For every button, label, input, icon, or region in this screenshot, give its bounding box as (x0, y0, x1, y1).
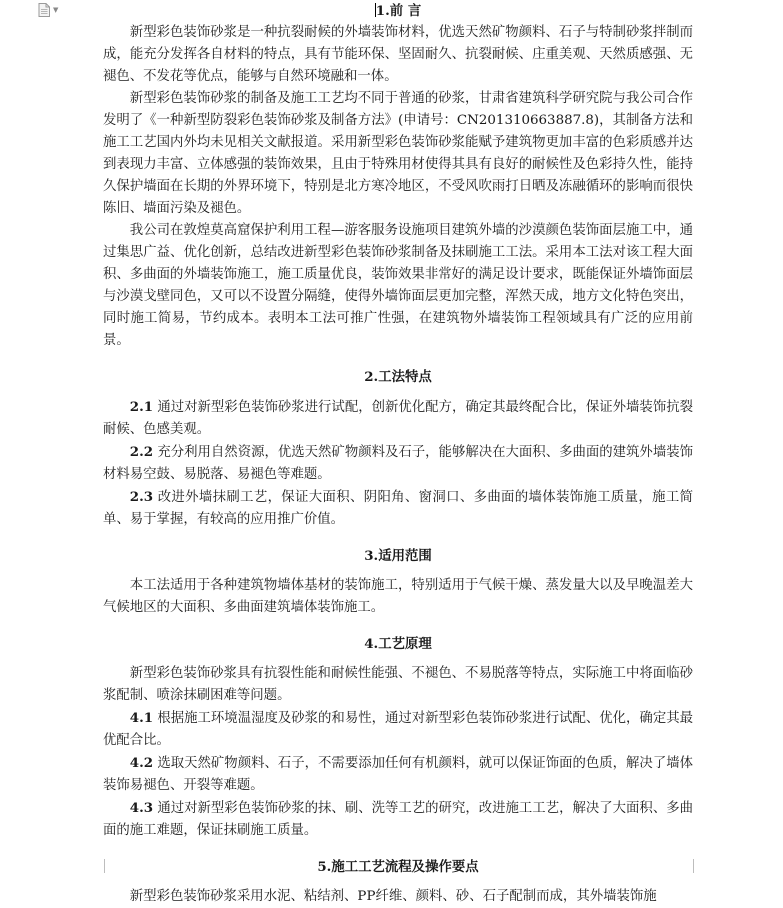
section-heading-features: 2.工法特点 (364, 369, 432, 385)
paragraph: 新型彩色装饰砂浆采用水泥、粘结剂、PP纤维、颜料、砂、石子配制而成，其外墙装饰施 (129, 889, 657, 904)
paragraph: 我公司在敦煌莫高窟保护利用工程—游客服务设施项目建筑外墙的沙漠颜色装饰面层施工中，通过集思广益、优化创新，总结改进新型彩色装饰砂浆制备及抹刷施工工法。采用本工法对该工程大面积、多曲面的外墙装饰施工，施工质量优良，装饰效果非常好的满足设计要求，既能保证外墙饰面层与沙漠戈壁同色，又可以不设置分隔缝，使得外墙饰面层更加完整，浑然天成，地方文化特色突出，同时施工简易，节约成本。表明本工法可推广性强，在建筑物外墙装饰工程领域具有广泛的应用前景。 (103, 223, 693, 348)
numbered-paragraph: 4.3 通过对新型彩色装饰砂浆的抹、刷、洗等工艺的研究，改进施工工艺，解决了大面积、多曲面的施工难题，保证抹刷施工质量。 (103, 800, 693, 838)
section-heading-preface: 1.前 言 (375, 3, 422, 19)
page-corner-mark-right (693, 859, 708, 873)
paragraph: 新型彩色装饰砂浆是一种抗裂耐候的外墙装饰材料，优选天然矿物颜料、石子与特制砂浆拌制而成，能充分发挥各自材料的特点，具有节能环保、坚固耐久、抗裂耐候、庄重美观、天然质感强、无褪色、不发花等优点，能够与自然环境融和一体。 (103, 25, 693, 84)
document-icon[interactable] (38, 3, 58, 17)
document-page[interactable] (103, 0, 693, 908)
numbered-paragraph: 4.1 根据施工环境温湿度及砂浆的和易性，通过对新型彩色装饰砂浆进行试配、优化，确定其最优配合比。 (103, 710, 693, 748)
section-heading-principle: 4.工艺原理 (364, 636, 432, 652)
numbered-paragraph: 2.3 改进外墙抹刷工艺，保证大面积、阴阳角、窗洞口、多曲面的墙体装饰施工质量，施工简单、易于掌握，有较高的应用推广价值。 (103, 489, 693, 527)
dropdown-arrow-icon: ▼ (53, 6, 59, 14)
paragraph: 本工法适用于各种建筑物墙体基材的装饰施工，特别适用于气候干燥、蒸发量大以及早晚温差大气候地区的大面积、多曲面建筑墙体装饰施工。 (103, 578, 693, 615)
numbered-paragraph: 4.2 选取天然矿物颜料、石子，不需要添加任何有机颜料，就可以保证饰面的色质，解决了墙体装饰易褪色、开裂等难题。 (103, 755, 693, 793)
paragraph: 新型彩色装饰砂浆具有抗裂性能和耐候性能强、不褪色、不易脱落等特点，实际施工中将面临砂浆配制、喷涂抹刷困难等问题。 (103, 666, 693, 703)
file-page-icon (38, 3, 50, 17)
numbered-paragraph: 2.2 充分利用自然资源，优选天然矿物颜料及石子，能够解决在大面积、多曲面的建筑外墙装饰材料易空鼓、易脱落、易褪色等难题。 (103, 444, 693, 482)
section-heading-scope: 3.适用范围 (364, 548, 432, 564)
section-heading-process: 5.施工工艺流程及操作要点 (317, 859, 479, 875)
numbered-paragraph: 2.1 通过对新型彩色装饰砂浆进行试配，创新优化配方，确定其最终配合比，保证外墙装饰抗裂耐候、色感美观。 (103, 399, 693, 437)
paragraph: 新型彩色装饰砂浆的制备及施工工艺均不同于普通的砂浆，甘肃省建筑科学研究院与我公司合作发明了《一种新型防裂彩色装饰砂浆及制备方法》(申请号：CN201310663887.8)，其制备方法和施工工艺国内外均未见相关文献报道。采用新型彩色装饰砂浆能赋予建筑物更加丰富的色彩质感并达到表现力丰富、立体感强的装饰效果，且由于特殊用材使得其具有良好的耐候性及色彩持久性，能持久保护墙面在长期的外界环境下，特别是北方寒冷地区，不受风吹雨打日晒及冻融循环的影响而很快陈旧、墙面污染及褪色。 (103, 91, 693, 216)
